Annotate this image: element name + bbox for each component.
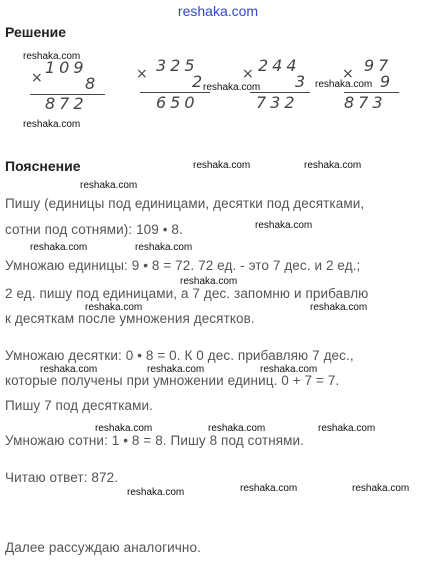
watermark: reshaka.com xyxy=(23,51,81,62)
explanation-line-4: 2 ед. пишу под единицами, а 7 дес. запомню и прибавлю xyxy=(5,286,369,301)
multiplicand: 325 xyxy=(156,56,199,75)
explanation-line-10: Читаю ответ: 872. xyxy=(5,470,119,485)
watermark: reshaka.com xyxy=(85,302,143,313)
watermark: reshaka.com xyxy=(180,276,238,287)
watermark: reshaka.com xyxy=(352,483,410,494)
watermark: reshaka.com xyxy=(23,119,81,130)
watermark: reshaka.com xyxy=(193,160,251,171)
watermark: reshaka.com xyxy=(135,242,193,253)
multiply-sign: × xyxy=(242,66,254,82)
explanation-heading: Пояснение xyxy=(5,158,81,174)
explanation-line-8: Пишу 7 под десятками. xyxy=(5,398,153,413)
product: 732 xyxy=(256,93,299,112)
watermark: reshaka.com xyxy=(318,423,376,434)
explanation-line-11: Далее рассуждаю аналогично. xyxy=(5,540,201,555)
product: 873 xyxy=(344,93,387,112)
watermark: reshaka.com xyxy=(80,180,138,191)
watermark: reshaka.com xyxy=(40,364,98,375)
explanation-line-5: к десяткам после умножения десятков. xyxy=(5,311,255,326)
watermark: reshaka.com xyxy=(147,364,205,375)
multiplier: 3 xyxy=(295,72,310,91)
explanation-line-6: Умножаю десятки: 0 • 8 = 0. К 0 дес. прибавляю 7 дес., xyxy=(5,348,354,363)
multiply-sign: × xyxy=(342,66,354,82)
explanation-line-1: Пишу (единицы под единицами, десятки под десятками, xyxy=(5,196,365,211)
watermark: reshaka.com xyxy=(203,82,261,93)
watermark: reshaka.com xyxy=(304,160,362,171)
multiply-sign: × xyxy=(136,66,148,82)
multiplicand: 97 xyxy=(364,56,393,75)
multiplier: 8 xyxy=(85,74,100,93)
product: 872 xyxy=(45,94,88,113)
site-header[interactable]: reshaka.com xyxy=(177,3,259,19)
watermark: reshaka.com xyxy=(30,242,88,253)
watermark: reshaka.com xyxy=(260,364,318,375)
watermark: reshaka.com xyxy=(315,79,373,90)
watermark: reshaka.com xyxy=(95,423,153,434)
product: 650 xyxy=(156,93,199,112)
watermark: reshaka.com xyxy=(208,423,266,434)
watermark: reshaka.com xyxy=(127,487,185,498)
multiply-sign: × xyxy=(31,70,43,86)
multiplicand: 109 xyxy=(45,58,88,77)
watermark: reshaka.com xyxy=(240,483,298,494)
explanation-line-2: сотни под сотнями): 109 • 8. xyxy=(5,222,183,237)
multiplicand: 244 xyxy=(258,56,301,75)
explanation-line-3: Умножаю единицы: 9 • 8 = 72. 72 ед. - это 7 дес. и 2 ед.; xyxy=(5,258,361,273)
multiplier: 9 xyxy=(380,72,395,91)
explanation-line-7: которые получены при умножении единиц. 0 + 7 = 7. xyxy=(5,373,340,388)
watermark: reshaka.com xyxy=(310,302,368,313)
multiplier: 2 xyxy=(192,72,207,91)
solution-heading: Решение xyxy=(5,24,67,40)
watermark: reshaka.com xyxy=(255,220,313,231)
explanation-line-9: Умножаю сотни: 1 • 8 = 8. Пишу 8 под сотнями. xyxy=(5,433,305,448)
